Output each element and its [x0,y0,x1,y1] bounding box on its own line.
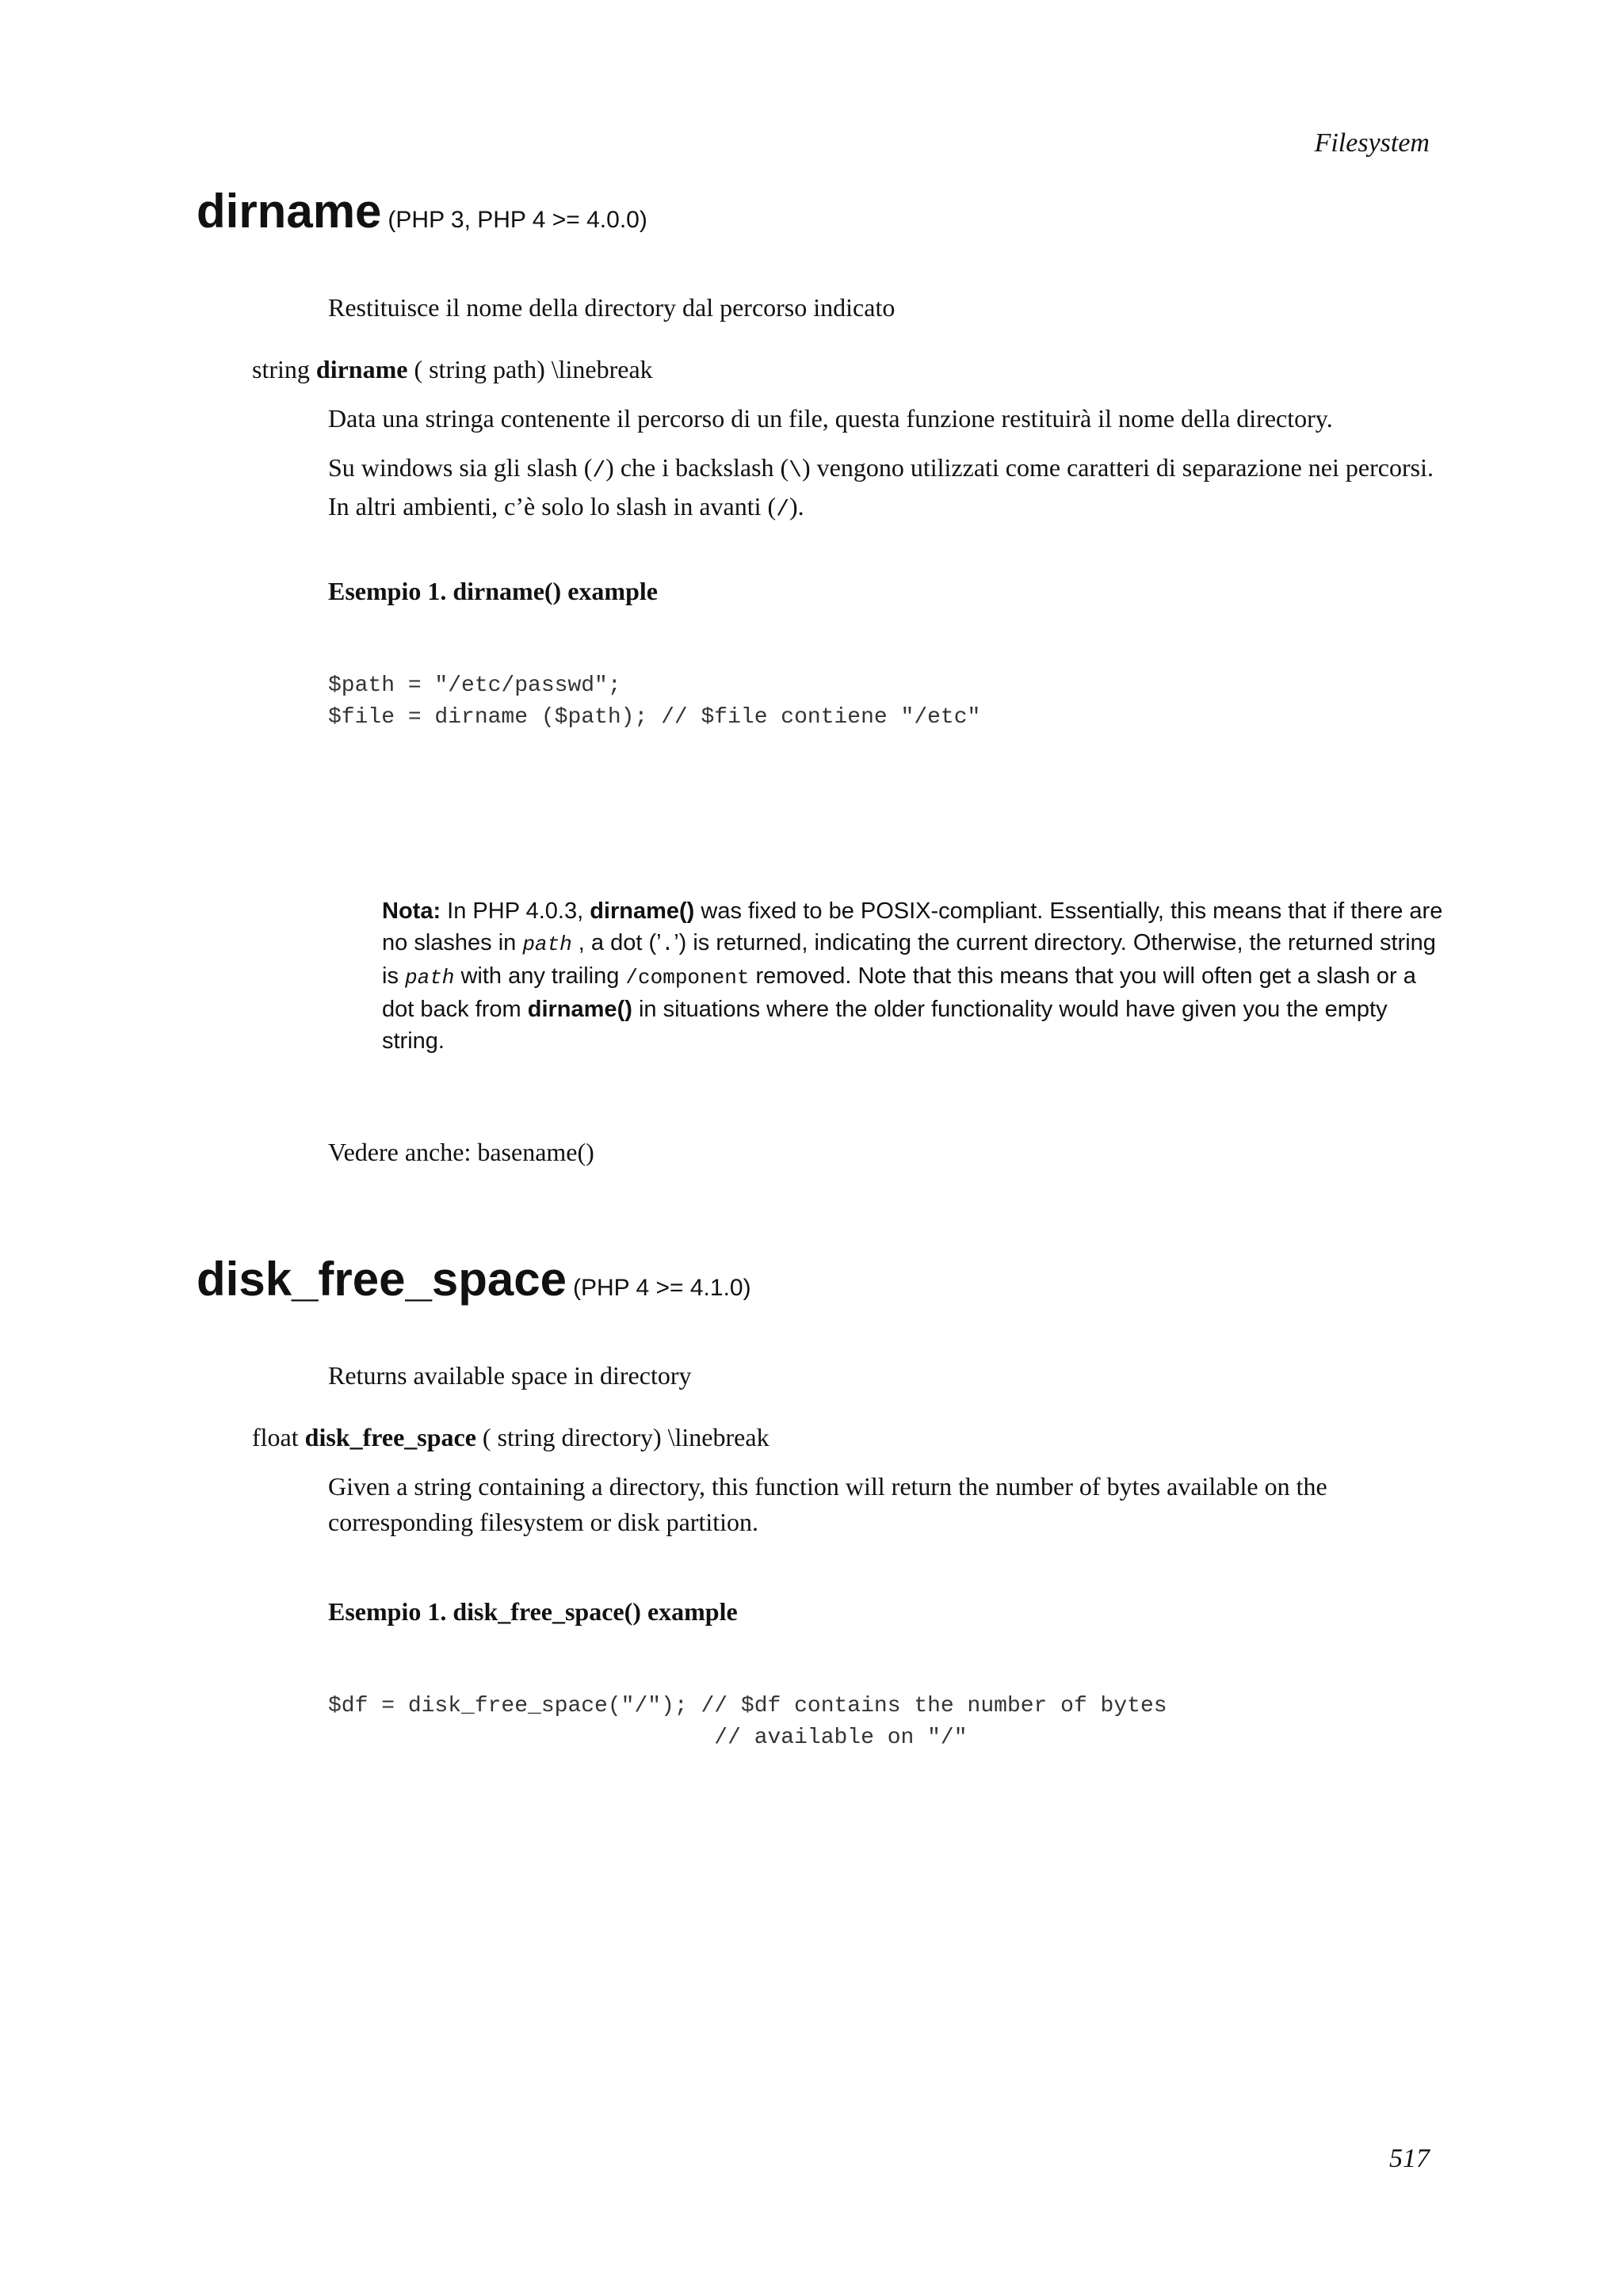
running-header: Filesystem [1314,128,1430,158]
disk-free-space-example-code: $df = disk_free_space("/"); // $df contains the number of bytes // available on "/" [328,1694,1167,1750]
note-path-param: path [522,933,572,956]
dirname-function-name: dirname [315,355,408,383]
dirname-purpose: Restituisce il nome della directory dal percorso indicato [328,293,896,322]
note-component-code: /component [625,966,750,990]
note-function-ref-2: dirname() [527,997,632,1022]
disk-free-space-version: (PHP 4 >= 4.1.0) [573,1275,751,1301]
disk-free-space-purpose: Returns available space in directory [328,1361,692,1390]
dirname-return-type: string [252,355,310,383]
dirname-heading [197,184,647,238]
note-dot-code: . [661,933,674,956]
disk-free-space-function-name: disk_free_space [304,1423,476,1451]
disk-free-space-title: disk_free_space [197,1253,567,1306]
disk-free-space-params: ( string directory) \linebreak [482,1423,769,1451]
dirname-version: (PHP 3, PHP 4 >= 4.0.0) [388,207,647,233]
note-path-param-2: path [405,966,455,990]
note-function-ref: dirname() [590,898,695,924]
backslash-code: \ [789,459,802,483]
note-label: Nota: [382,898,441,924]
dirname-see-also: Vedere anche: basename() [328,1138,594,1166]
disk-free-space-return-type: float [252,1423,299,1451]
page-number: 517 [1389,2144,1430,2173]
dirname-title: dirname [197,185,382,238]
slash-code: / [592,459,606,483]
dirname-description-1: Data una stringa contenente il percorso di un file, questa funzione restituirà il nome della directory. [328,404,1333,433]
disk-free-space-heading [197,1252,751,1306]
dirname-synopsis [252,352,653,387]
dirname-params: ( string path) \linebreak [414,355,653,383]
dirname-example-title: Esempio 1. dirname() example [328,577,658,605]
disk-free-space-description: Given a string containing a directory, this function will return the number of bytes available on the corresponding filesystem or disk partition. [328,1472,1327,1536]
dirname-note: Nota: In PHP 4.0.3, dirname() was fixed to be POSIX-compliant. Essentially, this means that if there are no slashes in path , a dot (’.’) is returned, indicating the current directory. Otherwise, the returned string is path with any trailing /component removed. Note that this means that you will often get a slash or a dot back from dirname() in situations where the older functionality would have given you the empty string. [382,898,1443,1054]
slash-code-2: / [776,498,789,522]
dirname-example-code: $path = "/etc/passwd"; $file = dirname ($path); // $file contiene "/etc" [328,673,981,730]
disk-free-space-example-title: Esempio 1. disk_free_space() example [328,1597,738,1626]
dirname-description-2: Su windows sia gli slash (/) che i backslash (\) vengono utilizzati come caratteri di separazione nei percorsi. In altri ambienti, c’è solo lo slash in avanti (/). [328,453,1434,522]
disk-free-space-synopsis [252,1420,769,1455]
